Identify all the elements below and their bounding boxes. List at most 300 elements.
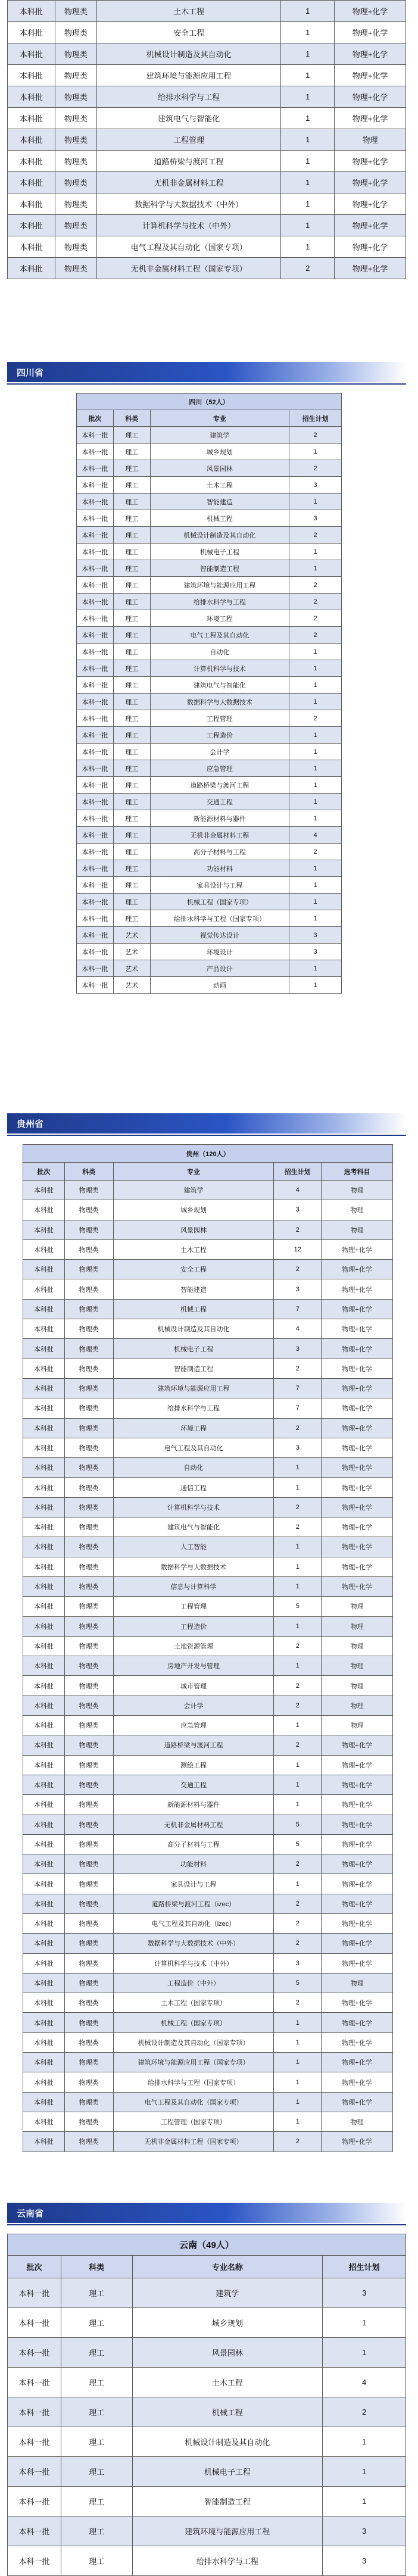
plan-cell: 1	[274, 2013, 322, 2032]
major-cell: 城乡规划	[113, 1200, 274, 1220]
major-cell: 视觉传达设计	[150, 927, 289, 944]
table-row	[77, 510, 342, 527]
major-cell: 无机非金属材料工程	[150, 827, 289, 844]
plan-cell: 2	[281, 258, 335, 279]
subjects-cell: 物理+化学	[322, 1260, 393, 1279]
category-cell: 理工	[113, 810, 150, 827]
category-cell: 物理类	[64, 1220, 113, 1239]
batch-cell: 本科批	[23, 1438, 65, 1457]
table-row	[23, 1200, 393, 1220]
batch-cell: 本科批	[23, 1656, 65, 1676]
plan-cell: 1	[281, 108, 335, 129]
batch-cell: 本科一批	[8, 2546, 61, 2576]
batch-cell: 本科一批	[77, 594, 114, 610]
major-cell: 自动化	[150, 644, 289, 660]
major-cell: 建筑学	[113, 1181, 274, 1200]
plan-cell: 1	[289, 644, 342, 660]
table-row	[23, 1279, 393, 1299]
batch-cell: 本科批	[23, 2013, 65, 2032]
batch-cell: 本科一批	[8, 2278, 61, 2308]
category-cell: 理工	[61, 2338, 132, 2368]
batch-cell: 本科批	[23, 1735, 65, 1755]
batch-cell: 本科一批	[8, 2368, 61, 2397]
category-cell: 艺术	[113, 960, 150, 977]
plan-cell: 1	[289, 877, 342, 894]
batch-cell: 本科批	[23, 2072, 65, 2092]
batch-cell: 本科一批	[77, 877, 114, 894]
category-cell: 物理类	[55, 193, 96, 215]
plan-cell: 3	[289, 944, 342, 960]
table-row	[23, 1934, 393, 1953]
table-row	[8, 22, 406, 43]
table-row	[23, 2013, 393, 2032]
table-row	[77, 977, 342, 994]
category-cell: 理工	[113, 644, 150, 660]
table-row	[23, 1260, 393, 1279]
category-cell: 理工	[113, 710, 150, 727]
col-header-batch: 批次	[8, 2256, 61, 2278]
table-row	[8, 215, 406, 236]
table-row	[8, 236, 406, 258]
category-cell: 物理类	[55, 236, 96, 258]
category-cell: 理工	[61, 2427, 132, 2457]
plan-cell: 1	[274, 1716, 322, 1735]
batch-cell: 本科一批	[8, 2397, 61, 2427]
category-cell: 物理类	[64, 1458, 113, 1478]
batch-cell: 本科批	[23, 1557, 65, 1576]
category-cell: 物理类	[64, 1676, 113, 1696]
subjects-cell: 物理	[322, 1716, 393, 1735]
table-row	[23, 1458, 393, 1478]
batch-cell: 本科批	[23, 1616, 65, 1636]
major-cell: 动画	[150, 977, 289, 994]
subjects-cell: 物理+化学	[335, 172, 406, 193]
category-cell: 物理类	[55, 258, 96, 279]
batch-cell: 本科批	[8, 22, 55, 43]
plan-cell: 3	[289, 477, 342, 494]
subjects-cell: 物理+化学	[322, 2072, 393, 2092]
table-row	[23, 1299, 393, 1319]
batch-cell: 本科一批	[8, 2427, 61, 2457]
batch-cell: 本科批	[23, 1636, 65, 1656]
category-cell: 物理类	[55, 151, 96, 172]
plan-cell: 2	[289, 710, 342, 727]
category-cell: 物理类	[64, 1775, 113, 1794]
sichuan-banner	[7, 362, 406, 382]
table-row	[8, 2427, 406, 2457]
subjects-cell: 物理+化学	[322, 2092, 393, 2112]
major-cell: 机械电子工程	[132, 2457, 323, 2487]
category-cell: 物理类	[64, 1339, 113, 1359]
major-cell: 环境工程	[113, 1418, 274, 1438]
table-row	[23, 2072, 393, 2092]
table-row	[8, 151, 406, 172]
subjects-cell: 物理+化学	[335, 1, 406, 22]
plan-cell: 2	[289, 610, 342, 627]
batch-cell: 本科一批	[8, 2457, 61, 2487]
plan-cell: 1	[274, 1795, 322, 1815]
batch-cell: 本科一批	[77, 460, 114, 477]
subjects-cell: 物理+化学	[322, 1518, 393, 1537]
major-cell: 无机非金属材料工程	[96, 172, 281, 193]
category-cell: 物理类	[64, 1656, 113, 1676]
major-cell: 机械设计制造及其自动化	[113, 1319, 274, 1339]
table-row	[23, 1497, 393, 1517]
subjects-cell: 物理+化学	[335, 65, 406, 86]
batch-cell: 本科批	[23, 1696, 65, 1715]
batch-cell: 本科批	[23, 1260, 65, 1279]
plan-cell: 2	[289, 527, 342, 544]
col-header-major: 专业名称	[132, 2256, 323, 2278]
category-cell: 物理类	[64, 1359, 113, 1378]
major-cell: 建筑环境与能源应用工程	[132, 2516, 323, 2546]
major-cell: 风景园林	[113, 1220, 274, 1239]
batch-cell: 本科一批	[8, 2308, 61, 2338]
batch-cell: 本科批	[23, 1378, 65, 1398]
subjects-cell: 物理	[322, 1973, 393, 1993]
major-cell: 建筑环境与能源应用工程	[150, 577, 289, 594]
batch-cell: 本科批	[8, 1, 55, 22]
major-cell: 家具设计与工程	[150, 877, 289, 894]
category-cell: 物理类	[64, 1378, 113, 1398]
major-cell: 机械设计制造及其自动化（国家专项）	[113, 2032, 274, 2052]
table-row	[23, 1696, 393, 1715]
category-cell: 理工	[113, 577, 150, 594]
category-cell: 理工	[113, 827, 150, 844]
plan-cell: 1	[281, 86, 335, 108]
plan-cell: 7	[274, 1378, 322, 1398]
category-cell: 物理类	[55, 22, 96, 43]
col-header-category: 科类	[61, 2256, 132, 2278]
category-cell: 物理类	[64, 1518, 113, 1537]
major-cell: 土木工程	[132, 2368, 323, 2397]
subjects-cell: 物理+化学	[322, 1359, 393, 1378]
major-cell: 自动化	[113, 1458, 274, 1478]
major-cell: 电气工程及其自动化（国家专项）	[96, 236, 281, 258]
category-cell: 物理类	[64, 1299, 113, 1319]
category-cell: 物理类	[55, 65, 96, 86]
table-row	[77, 644, 342, 660]
batch-cell: 本科一批	[77, 977, 114, 994]
category-cell: 理工	[113, 544, 150, 560]
batch-cell: 本科批	[23, 2032, 65, 2052]
plan-cell: 1	[274, 2032, 322, 2052]
table-row	[23, 1894, 393, 1913]
major-cell: 给排水科学与工程	[150, 594, 289, 610]
category-cell: 理工	[113, 494, 150, 510]
major-cell: 建筑环境与能源应用工程（国家专项）	[113, 2053, 274, 2072]
plan-cell: 1	[289, 894, 342, 910]
major-cell: 工程管理	[113, 1597, 274, 1616]
table-row	[23, 2092, 393, 2112]
table-row	[8, 2397, 406, 2427]
table-row	[77, 927, 342, 944]
subjects-cell: 物理+化学	[335, 86, 406, 108]
table-row	[8, 2457, 406, 2487]
table-row	[8, 43, 406, 65]
table-row	[23, 1378, 393, 1398]
batch-cell: 本科批	[8, 43, 55, 65]
col-header-batch: 批次	[23, 1163, 65, 1181]
plan-cell: 5	[274, 1973, 322, 1993]
subjects-cell: 物理+化学	[322, 1576, 393, 1596]
plan-cell: 2	[289, 594, 342, 610]
subjects-cell: 物理	[322, 1616, 393, 1636]
table-row	[77, 460, 342, 477]
sichuan-table	[76, 393, 342, 994]
category-cell: 物理类	[55, 86, 96, 108]
table-row	[8, 258, 406, 279]
table-row	[77, 660, 342, 677]
batch-cell: 本科批	[23, 2092, 65, 2112]
table-row	[23, 2032, 393, 2052]
category-cell: 物理类	[64, 1735, 113, 1755]
subjects-cell: 物理	[322, 1696, 393, 1715]
major-cell: 道路桥梁与渡河工程	[113, 1735, 274, 1755]
major-cell: 机械工程	[132, 2397, 323, 2427]
table-row	[77, 477, 342, 494]
plan-cell: 1	[281, 22, 335, 43]
category-cell: 物理类	[64, 1834, 113, 1854]
col-header-category: 科类	[113, 410, 150, 427]
major-cell: 人工智能	[113, 1537, 274, 1557]
table-row	[8, 86, 406, 108]
table-row	[23, 1398, 393, 1418]
batch-cell: 本科批	[23, 1815, 65, 1834]
category-cell: 物理类	[64, 1953, 113, 1973]
major-cell: 房地产开发与管理	[113, 1656, 274, 1676]
category-cell: 艺术	[113, 944, 150, 960]
subjects-cell: 物理+化学	[322, 1755, 393, 1775]
batch-cell: 本科批	[8, 193, 55, 215]
plan-cell: 1	[281, 215, 335, 236]
major-cell: 无机非金属材料工程（国家专项）	[96, 258, 281, 279]
category-cell: 物理类	[64, 1696, 113, 1715]
col-header-batch: 批次	[77, 410, 114, 427]
category-cell: 物理类	[64, 1319, 113, 1339]
category-cell: 理工	[61, 2457, 132, 2487]
plan-cell: 4	[289, 827, 342, 844]
plan-cell: 2	[274, 1696, 322, 1715]
major-cell: 给排水科学与工程	[113, 1398, 274, 1418]
major-cell: 高分子材料与工程	[113, 1834, 274, 1854]
major-cell: 计算机科学与技术	[150, 660, 289, 677]
category-cell: 理工	[113, 510, 150, 527]
plan-cell: 3	[289, 927, 342, 944]
batch-cell: 本科批	[8, 151, 55, 172]
category-cell: 理工	[61, 2546, 132, 2576]
major-cell: 电气工程及其自动化（izec）	[113, 1913, 274, 1933]
table-row	[77, 794, 342, 810]
major-cell: 环境设计	[150, 944, 289, 960]
batch-cell: 本科一批	[77, 577, 114, 594]
plan-cell: 1	[281, 129, 335, 151]
plan-cell: 2	[289, 627, 342, 644]
major-cell: 功能材料	[150, 860, 289, 877]
major-cell: 机械工程（国家专项）	[113, 2013, 274, 2032]
category-cell: 物理类	[64, 2092, 113, 2112]
batch-cell: 本科批	[8, 86, 55, 108]
category-cell: 物理类	[64, 1795, 113, 1815]
batch-cell: 本科一批	[77, 710, 114, 727]
table-row	[23, 1775, 393, 1794]
category-cell: 物理类	[64, 1576, 113, 1596]
major-cell: 工程管理（国家专项）	[113, 2112, 274, 2131]
major-cell: 应急管理	[113, 1716, 274, 1735]
table-row	[8, 2368, 406, 2397]
category-cell: 理工	[113, 910, 150, 927]
plan-cell: 2	[289, 844, 342, 860]
category-cell: 物理类	[64, 1239, 113, 1259]
plan-cell: 2	[274, 1676, 322, 1696]
batch-cell: 本科批	[23, 1874, 65, 1894]
sichuan-banner-text: 四川省	[17, 368, 44, 378]
subjects-cell: 物理+化学	[322, 1418, 393, 1438]
major-cell: 道路桥梁与渡河工程	[150, 777, 289, 794]
table-row	[77, 860, 342, 877]
category-cell: 理工	[113, 627, 150, 644]
table-row	[23, 1973, 393, 1993]
table-row	[77, 777, 342, 794]
major-cell: 产品设计	[150, 960, 289, 977]
batch-cell: 本科批	[23, 1497, 65, 1517]
batch-cell: 本科批	[23, 2053, 65, 2072]
plan-cell: 2	[289, 460, 342, 477]
plan-cell: 1	[289, 810, 342, 827]
batch-cell: 本科一批	[77, 894, 114, 910]
batch-cell: 本科一批	[77, 944, 114, 960]
batch-cell: 本科批	[23, 1894, 65, 1913]
category-cell: 理工	[113, 427, 150, 444]
major-cell: 城乡规划	[132, 2308, 323, 2338]
major-cell: 机械电子工程	[150, 544, 289, 560]
category-cell: 物理类	[64, 2112, 113, 2131]
table-row	[77, 810, 342, 827]
category-cell: 理工	[113, 460, 150, 477]
major-cell: 道路桥梁与渡河工程（izec）	[113, 1894, 274, 1913]
batch-cell: 本科一批	[77, 444, 114, 460]
table-row	[23, 1755, 393, 1775]
subjects-cell: 物理	[322, 1597, 393, 1616]
plan-cell: 1	[289, 860, 342, 877]
major-cell: 工程造价（中外）	[113, 1973, 274, 1993]
subjects-cell: 物理+化学	[322, 1438, 393, 1457]
major-cell: 建筑环境与能源应用工程	[113, 1378, 274, 1398]
table-row	[23, 1616, 393, 1636]
table-row	[77, 877, 342, 894]
major-cell: 安全工程	[113, 1260, 274, 1279]
table-row	[77, 910, 342, 927]
major-cell: 给排水科学与工程	[132, 2546, 323, 2576]
table-row	[77, 760, 342, 777]
major-cell: 计算机科学与技术（中外）	[113, 1953, 274, 1973]
category-cell: 理工	[113, 660, 150, 677]
plan-cell: 1	[289, 960, 342, 977]
category-cell: 理工	[113, 794, 150, 810]
plan-cell: 1	[274, 1775, 322, 1794]
yunnan-banner	[7, 2203, 406, 2223]
guizhou-banner	[7, 1113, 406, 1134]
table-row	[8, 108, 406, 129]
category-cell: 物理类	[64, 1815, 113, 1834]
batch-cell: 本科批	[23, 1795, 65, 1815]
subjects-cell: 物理+化学	[322, 1478, 393, 1497]
batch-cell: 本科一批	[77, 677, 114, 694]
subjects-cell: 物理+化学	[335, 193, 406, 215]
plan-cell: 3	[289, 510, 342, 527]
col-header-plan: 招生计划	[289, 410, 342, 427]
plan-cell: 3	[323, 2546, 406, 2576]
subjects-cell: 物理+化学	[335, 108, 406, 129]
plan-cell: 1	[289, 727, 342, 744]
category-cell: 理工	[61, 2397, 132, 2427]
table-row	[23, 1478, 393, 1497]
plan-cell: 1	[274, 1656, 322, 1676]
subjects-cell: 物理+化学	[322, 1279, 393, 1299]
plan-cell: 3	[274, 1953, 322, 1973]
major-cell: 计算机科学与技术	[113, 1497, 274, 1517]
category-cell: 理工	[113, 477, 150, 494]
category-cell: 物理类	[64, 1279, 113, 1299]
major-cell: 功能材料	[113, 1854, 274, 1874]
major-cell: 环境工程	[150, 610, 289, 627]
plan-cell: 1	[281, 1, 335, 22]
batch-cell: 本科批	[23, 1319, 65, 1339]
category-cell: 理工	[113, 744, 150, 760]
table-row	[8, 2546, 406, 2576]
category-cell: 物理类	[64, 1597, 113, 1616]
batch-cell: 本科批	[23, 1576, 65, 1596]
batch-cell: 本科批	[8, 65, 55, 86]
plan-cell: 1	[323, 2427, 406, 2457]
table-row	[23, 1220, 393, 1239]
table-row	[23, 1993, 393, 2013]
subjects-cell: 物理	[322, 1181, 393, 1200]
batch-cell: 本科批	[23, 1220, 65, 1239]
batch-cell: 本科批	[23, 1913, 65, 1933]
batch-cell: 本科批	[23, 1339, 65, 1359]
plan-cell: 1	[289, 444, 342, 460]
plan-cell: 1	[274, 1557, 322, 1576]
major-cell: 会计学	[113, 1696, 274, 1715]
batch-cell: 本科一批	[77, 477, 114, 494]
table-row	[23, 2132, 393, 2152]
subjects-cell: 物理+化学	[335, 258, 406, 279]
subjects-cell: 物理+化学	[322, 1319, 393, 1339]
batch-cell: 本科批	[23, 1597, 65, 1616]
table-row	[23, 1537, 393, 1557]
table-row	[77, 610, 342, 627]
subjects-cell: 物理+化学	[322, 1795, 393, 1815]
subjects-cell: 物理+化学	[322, 2053, 393, 2072]
table-row	[8, 2308, 406, 2338]
plan-cell: 1	[323, 2457, 406, 2487]
table-row	[23, 1656, 393, 1676]
col-header-category: 科类	[64, 1163, 113, 1181]
category-cell: 理工	[113, 777, 150, 794]
table-row	[23, 1874, 393, 1894]
table-row	[77, 494, 342, 510]
major-cell: 机械工程（国家专项）	[150, 894, 289, 910]
major-cell: 家具设计与工程	[113, 1874, 274, 1894]
table-row	[8, 1, 406, 22]
category-cell: 物理类	[64, 1497, 113, 1517]
category-cell: 理工	[61, 2278, 132, 2308]
subjects-cell: 物理+化学	[322, 1934, 393, 1953]
major-cell: 数据科学与大数据技术（中外）	[113, 1934, 274, 1953]
plan-cell: 2	[289, 427, 342, 444]
batch-cell: 本科批	[23, 1299, 65, 1319]
